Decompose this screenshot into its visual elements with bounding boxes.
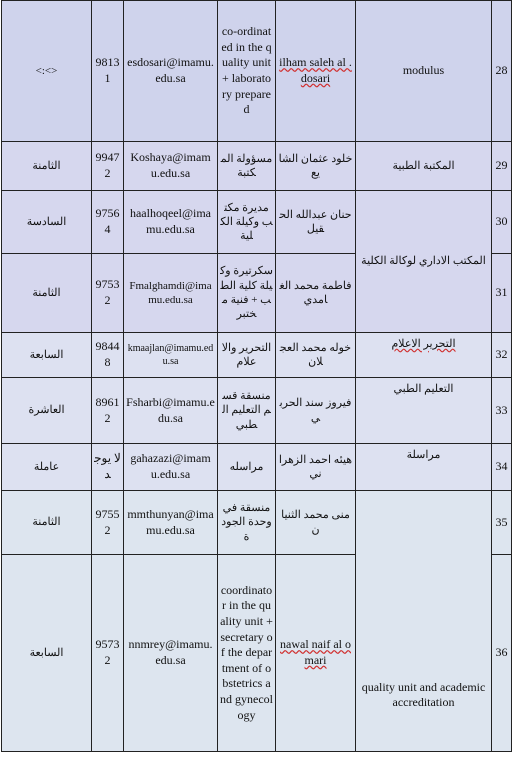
job-title-cell	[218, 191, 276, 254]
grade-text: الثامنة	[32, 286, 61, 299]
table-row	[2, 1, 512, 142]
row-number-cell	[492, 254, 512, 333]
unit-cell-library	[356, 142, 492, 191]
row-number-text: 32	[495, 347, 508, 362]
staff-directory-table	[1, 0, 512, 752]
unit-cell-editing	[356, 333, 492, 378]
job-title-cell	[218, 142, 276, 191]
extension-text: 9813 1	[95, 55, 120, 85]
grade-text: السابعة	[29, 348, 64, 361]
name-text: فاطمة محمد الغامدي	[279, 279, 352, 306]
job-title-text: منسقة قسم التعليم الطبي	[222, 390, 271, 431]
row-number-cell	[492, 142, 512, 191]
extension-text: 9947 2	[95, 150, 120, 180]
name-text: فيروز سند الحربي	[279, 397, 352, 424]
name-cell	[276, 142, 356, 191]
name-text: حنان عبدالله الحقيل	[279, 208, 352, 235]
email-cell	[124, 555, 218, 752]
job-title-text: التحرير والاعلام	[221, 341, 272, 368]
email-cell	[124, 491, 218, 555]
extension-cell	[92, 378, 124, 444]
name-cell	[276, 555, 356, 752]
unit-text: modulus	[402, 63, 445, 78]
extension-cell	[92, 191, 124, 254]
row-number-text: 36	[495, 645, 508, 660]
extension-cell	[92, 444, 124, 491]
row-number-cell	[492, 333, 512, 378]
job-title-text: مديرة مكتب وكيلة الكلية	[220, 201, 273, 243]
name-text: خلود عثمان الشايع	[278, 152, 353, 179]
grade-cell	[2, 142, 92, 191]
job-title-cell	[218, 444, 276, 491]
email-text: Koshaya@imamu.edu.sa	[130, 150, 211, 180]
unit-cell-medical-education	[356, 378, 492, 444]
table-row	[2, 142, 512, 191]
extension-cell	[92, 142, 124, 191]
email-cell	[124, 1, 218, 142]
grade-text: السابعة	[29, 646, 64, 659]
unit-cell-modulus	[356, 1, 492, 142]
email-cell	[124, 254, 218, 333]
unit-text: التحرير الاعلام	[391, 338, 456, 350]
unit-text: المكتبة الطبية	[392, 159, 455, 172]
extension-text: 9844 8	[95, 339, 120, 369]
email-text: gahazazi@imamu.edu.sa	[130, 451, 211, 481]
grade-text: عاملة	[33, 460, 60, 473]
unit-text: التعليم الطبي	[393, 383, 454, 395]
job-title-text: co-ordinated in the quality unit + laboratory prepared	[221, 24, 272, 117]
name-cell	[276, 444, 356, 491]
name-cell	[276, 191, 356, 254]
table-row	[2, 378, 512, 444]
job-title-cell	[218, 333, 276, 378]
email-cell	[124, 142, 218, 191]
grade-text: <:<>	[35, 64, 58, 77]
name-text: منى محمد الثنيان	[281, 509, 350, 536]
email-text: nnmrey@imamu.edu.sa	[128, 637, 213, 667]
email-cell	[124, 378, 218, 444]
grade-text: العاشرة	[28, 404, 65, 417]
unit-cell-quality	[356, 491, 492, 752]
email-text: haalhoqeel@imamu.edu.sa	[129, 206, 212, 236]
email-cell	[124, 191, 218, 254]
extension-text: لا يوجد	[94, 451, 121, 481]
email-cell	[124, 444, 218, 491]
job-title-cell	[218, 378, 276, 444]
row-number-cell	[492, 378, 512, 444]
table-row	[2, 444, 512, 491]
row-number-text: 28	[495, 63, 508, 78]
unit-cell-correspondence	[356, 444, 492, 491]
row-number-cell	[492, 191, 512, 254]
extension-cell	[92, 333, 124, 378]
name-cell	[276, 378, 356, 444]
email-text: Fsharbi@imamu.edu.sa	[126, 394, 215, 425]
job-title-text: مراسله	[229, 460, 264, 473]
grade-cell	[2, 444, 92, 491]
extension-text: 8961 2	[95, 394, 120, 425]
grade-text: الثامنة	[32, 159, 61, 172]
row-number-cell	[492, 491, 512, 555]
name-cell	[276, 1, 356, 142]
grade-cell	[2, 378, 92, 444]
row-number-text: 29	[495, 158, 508, 173]
job-title-text: مسؤولة المكتبة	[220, 152, 273, 179]
unit-text: quality unit and academic accreditation	[361, 679, 486, 710]
grade-cell	[2, 254, 92, 333]
name-cell	[276, 333, 356, 378]
job-title-cell	[218, 555, 276, 752]
row-number-text: 34	[495, 459, 508, 474]
extension-cell	[92, 1, 124, 142]
table-row	[2, 191, 512, 254]
extension-text: 9753 2	[95, 277, 120, 307]
job-title-cell	[218, 1, 276, 142]
grade-cell	[2, 333, 92, 378]
extension-text: 9573 2	[95, 637, 120, 667]
unit-text: مراسلة	[406, 449, 441, 461]
name-text: خوله محمد العجلان	[279, 341, 352, 368]
job-title-text: coordinator in the quality unit + secretary of the department of obstetrics and gynecology	[220, 582, 273, 722]
table-row	[2, 333, 512, 378]
extension-cell	[92, 555, 124, 752]
job-title-text: سكرتيرة وكيلة كلية الطب + فنية مختبر	[220, 265, 273, 321]
name-cell	[276, 491, 356, 555]
row-number-text: 30	[495, 214, 508, 229]
email-cell	[124, 333, 218, 378]
grade-cell	[2, 1, 92, 142]
job-title-cell	[218, 254, 276, 333]
extension-cell	[92, 491, 124, 555]
email-text: kmaajlan@imamu.edu.sa	[127, 343, 214, 367]
unit-text: المكتب الاداري لوكالة الكلية	[361, 255, 486, 268]
email-text: Fmalghamdi@imamu.edu.sa	[129, 279, 212, 306]
row-number-text: 33	[495, 402, 508, 417]
name-text: nawal naif al omari	[280, 637, 351, 667]
name-cell	[276, 254, 356, 333]
email-text: mmthunyan@imamu.edu.sa	[127, 506, 214, 537]
grade-cell	[2, 491, 92, 555]
row-number-cell	[492, 444, 512, 491]
extension-cell	[92, 254, 124, 333]
grade-cell	[2, 191, 92, 254]
name-text: هيئه احمد الزهراني	[278, 453, 353, 480]
row-number-text: 31	[495, 285, 508, 300]
grade-text: السادسة	[26, 215, 67, 228]
row-number-cell	[492, 555, 512, 752]
grade-text: الثامنة	[32, 516, 61, 529]
table-row	[2, 491, 512, 555]
email-text: esdosari@imamu.edu.sa	[127, 55, 214, 85]
row-number-cell	[492, 1, 512, 142]
unit-cell-admin-office	[356, 191, 492, 333]
job-title-text: منسقة في وحدة الجودة	[221, 502, 272, 543]
row-number-text: 35	[495, 514, 508, 529]
extension-text: 9755 2	[95, 506, 120, 537]
extension-text: 9756 4	[95, 206, 120, 236]
grade-cell	[2, 555, 92, 752]
name-text: ilham saleh al . dosari	[279, 55, 352, 85]
job-title-cell	[218, 491, 276, 555]
